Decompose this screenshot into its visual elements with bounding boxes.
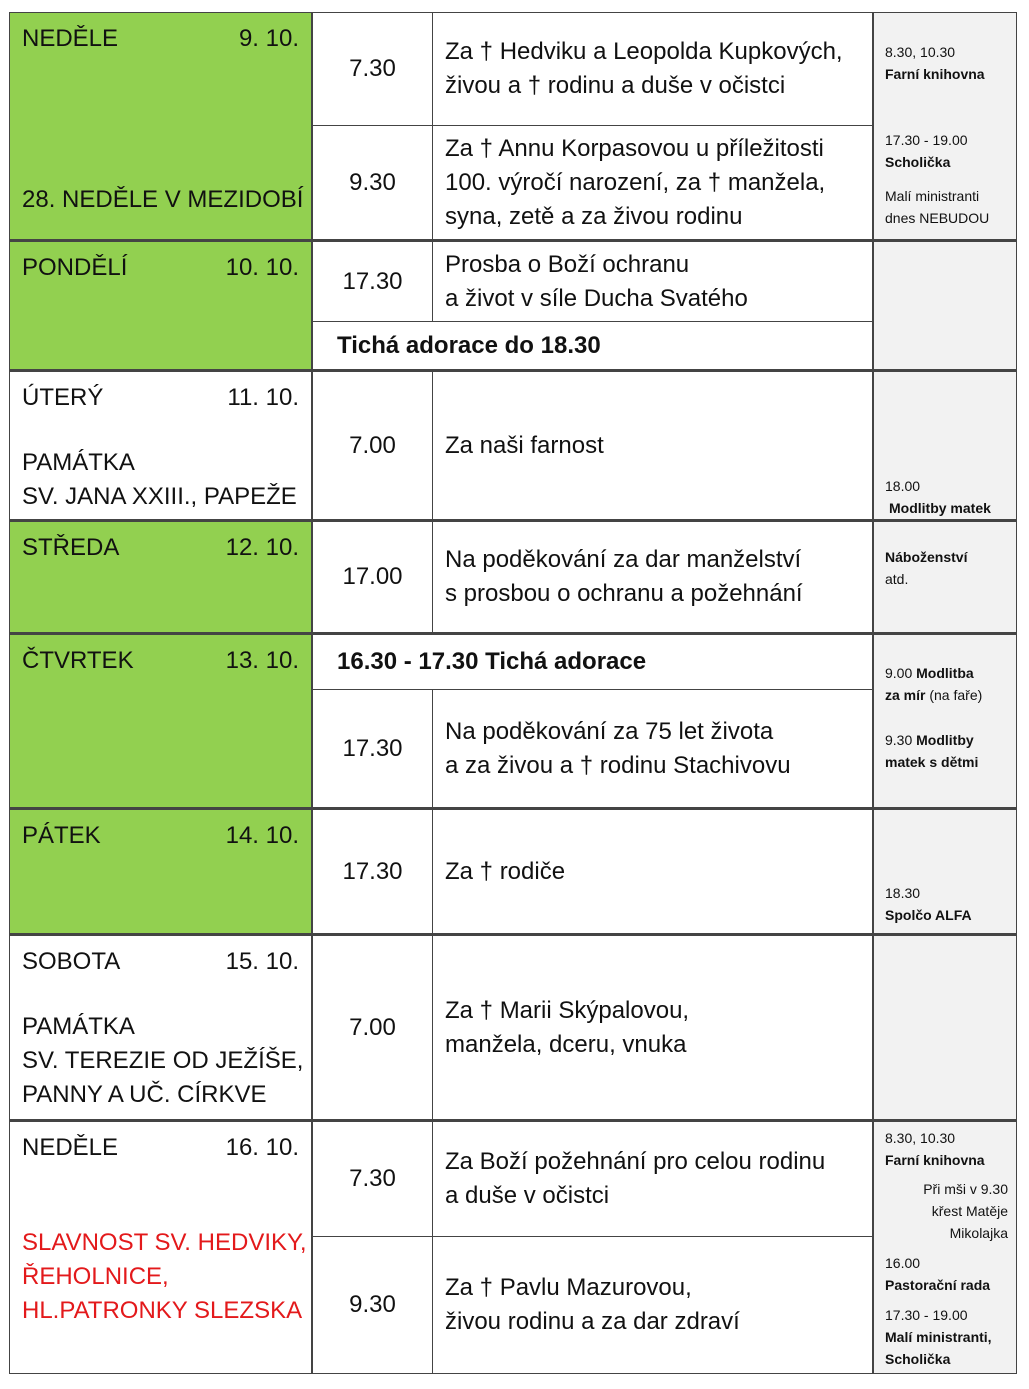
mass-time: 9.30 xyxy=(313,126,433,239)
mass-time: 7.30 xyxy=(313,1122,433,1236)
event-ministrants: Malí ministranti dnes NEBUDOU xyxy=(885,188,990,226)
day-name: PONDĚLÍ xyxy=(22,254,128,281)
day-date: 12. 10. xyxy=(225,534,299,561)
day-row-wednesday xyxy=(9,522,1017,635)
mass-intention xyxy=(433,372,872,519)
intention-line: Za † Pavlu Mazurovou, xyxy=(445,1274,692,1301)
mass-intention xyxy=(433,1122,872,1236)
events-cell xyxy=(872,1122,1016,1373)
day-row-sunday-16 xyxy=(9,1122,1017,1374)
event-peace-prayer: 9.00 Modlitba za mír (na faře) xyxy=(885,665,983,703)
day-name: STŘEDA xyxy=(22,534,120,561)
intention-line: živou rodinu a za dar zdraví xyxy=(445,1308,740,1335)
event-pastoral-council: 16.00 Pastorační rada xyxy=(885,1255,991,1293)
intention-line: Za † Hedviku a Leopolda Kupkových, xyxy=(445,38,843,65)
day-date: 10. 10. xyxy=(225,254,299,281)
events-cell xyxy=(872,522,1016,632)
day-date: 14. 10. xyxy=(225,822,299,849)
event-schola: 17.30 - 19.00 Scholička xyxy=(885,132,968,170)
mass-time: 7.30 xyxy=(313,13,433,125)
day-name: SOBOTA xyxy=(22,948,121,975)
mass-intention xyxy=(433,13,872,125)
day-cell xyxy=(10,13,313,239)
mass-intention xyxy=(433,126,872,239)
event-religion-class: Náboženství atd. xyxy=(885,549,968,587)
mass-row xyxy=(313,1122,872,1237)
day-date: 13. 10. xyxy=(225,647,299,674)
intention-line: a duše v očistci xyxy=(445,1182,610,1209)
intention-line: Prosba o Boží ochranu xyxy=(445,250,690,278)
mass-intention xyxy=(433,242,872,321)
day-cell xyxy=(10,1122,313,1373)
day-name: NEDĚLE xyxy=(22,1134,119,1161)
day-date: 15. 10. xyxy=(225,948,299,975)
day-date: 11. 10. xyxy=(227,384,299,411)
event-library: 8.30, 10.30 Farní knihovna xyxy=(885,1130,985,1168)
mass-time: 17.00 xyxy=(313,522,433,632)
event-mothers-prayer: 18.00 Modlitby matek xyxy=(885,478,991,516)
mass-row xyxy=(313,1237,872,1373)
intention-line: Na poděkování za 75 let života xyxy=(445,717,774,745)
intention-line: s prosbou o ochranu a požehnání xyxy=(445,580,803,607)
mass-row xyxy=(313,372,872,519)
day-cell xyxy=(10,936,313,1119)
mass-row xyxy=(313,810,872,933)
feast-title: PAMÁTKA SV. TEREZIE OD JEŽÍŠE, PANNY A UČ. CÍRKVE xyxy=(22,1013,304,1108)
intention-line: Za † rodiče xyxy=(445,857,566,885)
intention-line: 100. výročí narození, za † manžela, xyxy=(445,168,826,196)
adoration-note: Tichá adorace do 18.30 xyxy=(337,331,601,359)
day-cell xyxy=(10,810,313,933)
mass-row xyxy=(313,690,872,807)
day-name: PÁTEK xyxy=(22,822,101,849)
mass-time: 17.30 xyxy=(313,810,433,933)
mass-time: 7.00 xyxy=(313,936,433,1119)
day-name: ÚTERÝ xyxy=(22,384,104,411)
event-spolco: 18.30 Spolčo ALFA xyxy=(885,885,972,923)
event-ministrants-schola: 17.30 - 19.00 Malí ministranti, Scholička xyxy=(885,1307,992,1367)
feast-title: PAMÁTKA SV. JANA XXIII., PAPEŽE xyxy=(22,449,297,510)
day-cell xyxy=(10,635,313,807)
day-cell xyxy=(10,522,313,632)
day-row-thursday xyxy=(9,635,1017,810)
mass-row xyxy=(313,126,872,239)
intention-line: a za živou a † rodinu Stachivovu xyxy=(445,751,791,779)
day-name: NEDĚLE xyxy=(22,25,119,52)
intention-line: živou a † rodinu a duše v očistci xyxy=(445,72,786,99)
intention-line: syna, zetě a za živou rodinu xyxy=(445,202,743,230)
mass-intention xyxy=(433,936,872,1119)
feast-title: SLAVNOST SV. HEDVIKY, ŘEHOLNICE, HL.PATRONKY SLEZSKA xyxy=(22,1229,307,1324)
adoration-note: 16.30 - 17.30 Tichá adorace xyxy=(313,635,872,690)
mass-intention xyxy=(433,690,872,807)
intention-line: a život v síle Ducha Svatého xyxy=(445,284,748,312)
feast-title: 28. NEDĚLE V MEZIDOBÍ xyxy=(22,186,304,213)
mass-time: 7.00 xyxy=(313,372,433,519)
mass-intention xyxy=(433,522,872,632)
event-mothers-children: 9.30 Modlitby matek s dětmi xyxy=(885,732,979,770)
events-cell xyxy=(872,13,1016,239)
day-row-friday xyxy=(9,810,1017,936)
mass-intention xyxy=(433,810,872,933)
weekly-schedule-table xyxy=(9,12,1017,1374)
day-name: ČTVRTEK xyxy=(22,647,134,674)
mass-row xyxy=(313,522,872,632)
intention-line: Za † Annu Korpasovou u příležitosti xyxy=(445,134,824,162)
day-row-sunday-9 xyxy=(9,12,1017,242)
mass-row xyxy=(313,242,872,322)
day-row-tuesday xyxy=(9,372,1017,522)
day-date: 9. 10. xyxy=(238,25,299,52)
mass-row xyxy=(313,936,872,1119)
mass-row xyxy=(313,13,872,126)
intention-line: manžela, dceru, vnuka xyxy=(445,1030,687,1058)
intention-line: Za † Marii Skýpalovou, xyxy=(445,996,690,1024)
day-row-saturday xyxy=(9,936,1017,1122)
intention-line: Za naši farnost xyxy=(445,431,604,459)
mass-time: 9.30 xyxy=(313,1237,433,1373)
day-row-monday xyxy=(9,242,1017,372)
mass-intention xyxy=(433,1237,872,1373)
day-cell xyxy=(10,242,313,369)
event-baptism: Při mši v 9.30 křest Matěje Mikolajka xyxy=(923,1181,1008,1241)
mass-time: 17.30 xyxy=(313,690,433,807)
events-cell xyxy=(872,635,1016,807)
intention-line: Za Boží požehnání pro celou rodinu xyxy=(445,1148,826,1175)
event-library: 8.30, 10.30 Farní knihovna xyxy=(885,44,985,82)
intention-line: Na poděkování za dar manželství xyxy=(445,546,802,573)
events-cell xyxy=(872,936,1016,1119)
events-cell xyxy=(872,372,1016,519)
events-cell xyxy=(872,242,1016,369)
day-date: 16. 10. xyxy=(225,1134,299,1161)
mass-time: 17.30 xyxy=(313,242,433,321)
day-cell xyxy=(10,372,313,519)
events-cell xyxy=(872,810,1016,933)
